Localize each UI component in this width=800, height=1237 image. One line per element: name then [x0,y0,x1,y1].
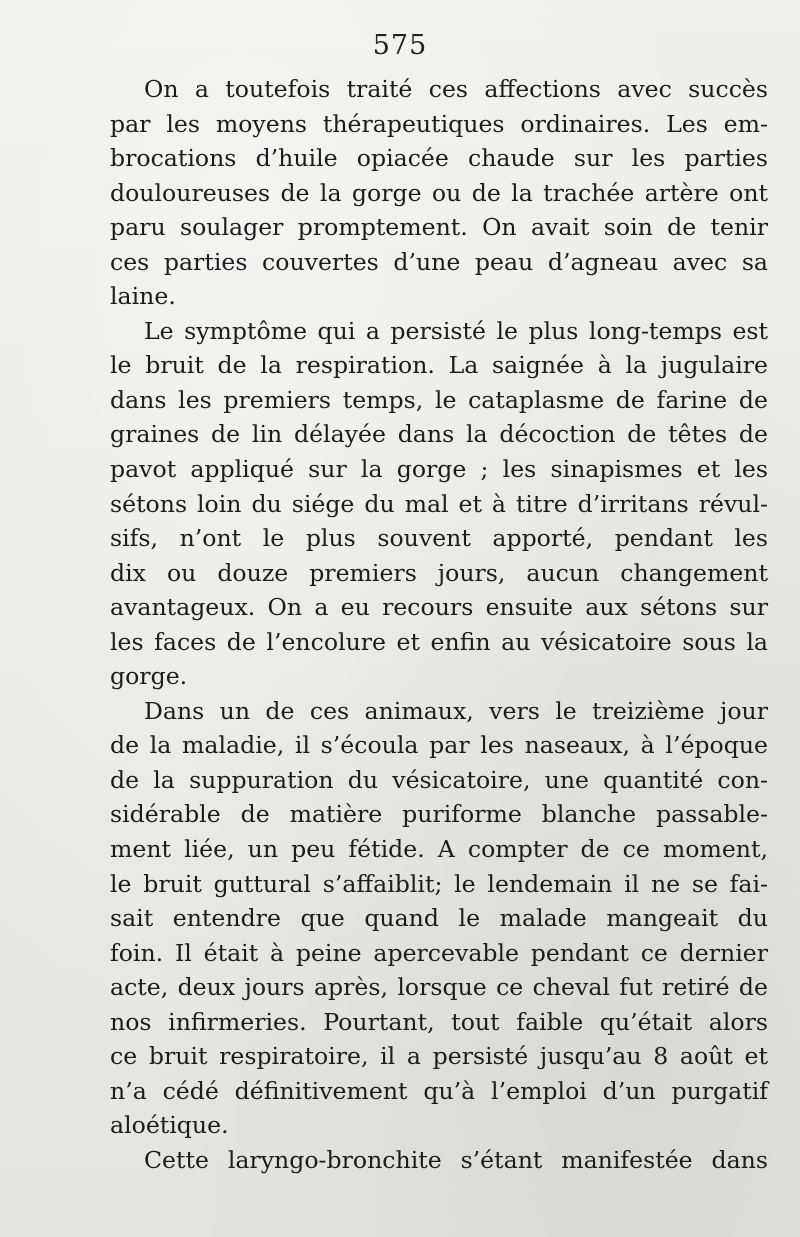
text-line: sétons loin du siége du mal et à titre d’irritans révul- [110,489,768,518]
text-line: le bruit de la respiration. La saignée à la jugulaire [110,351,768,380]
text-line: de la maladie, il s’écoula par les naseaux, à l’époque [110,731,768,760]
text-line: On a toutefois traité ces affections avec succès [144,75,768,103]
text-line: de la suppuration du vésicatoire, une quantité con- [110,765,768,794]
text-line: les faces de l’encolure et enfin au vésicatoire sous la [110,627,768,656]
text-line: brocations d’huile opiacée chaude sur les parties [110,144,768,173]
text-line: nos infirmeries. Pourtant, tout faible qu’était alors [110,1007,768,1036]
text-line: douloureuses de la gorge ou de la trachée artère ont [110,178,768,207]
text-line: le bruit guttural s’affaiblit; le lendemain il ne se fai- [110,869,768,898]
page-number: 575 [372,30,428,61]
text-line: paru soulager promptement. On avait soin de tenir [110,213,768,242]
text-line: laine. [110,282,176,311]
text-line: Cette laryngo-bronchite s’étant manifestée dans [144,1145,768,1174]
text-line: aloétique. [110,1111,229,1140]
text-line: dix ou douze premiers jours, aucun changement [110,558,768,587]
text-line: ment liée, un peu fétide. A compter de ce moment, [110,835,768,864]
text-line: avantageux. On a eu recours ensuite aux sétons sur [110,593,768,622]
text-line: ce bruit respiratoire, il a persisté jusqu’au 8 août et [110,1042,768,1071]
text-line: n’a cédé définitivement qu’à l’emploi d’un purgatif [110,1076,768,1105]
text-line: gorge. [110,662,188,691]
text-line: par les moyens thérapeutiques ordinaires. Les em- [110,109,768,138]
text-line: dans les premiers temps, le cataplasme de farine de [110,385,768,414]
body-text [110,72,768,1178]
text-line: pavot appliqué sur la gorge ; les sinapismes et les [110,455,768,484]
text-line: sifs, n’ont le plus souvent apporté, pendant les [110,524,768,553]
text-line: graines de lin délayée dans la décoction de têtes de [110,420,768,449]
text-line: Dans un de ces animaux, vers le treizième jour [144,696,768,725]
text-line: Le symptôme qui a persisté le plus long-temps est [144,316,768,345]
text-line: sidérable de matière puriforme blanche passable- [110,800,768,829]
text-line: sait entendre que quand le malade mangeait du [110,904,768,933]
text-line: ces parties couvertes d’une peau d’agneau avec sa [110,247,768,276]
text-line: foin. Il était à peine apercevable pendant ce dernier [110,938,768,967]
text-line: acte, deux jours après, lorsque ce cheval fut retiré de [110,973,768,1002]
